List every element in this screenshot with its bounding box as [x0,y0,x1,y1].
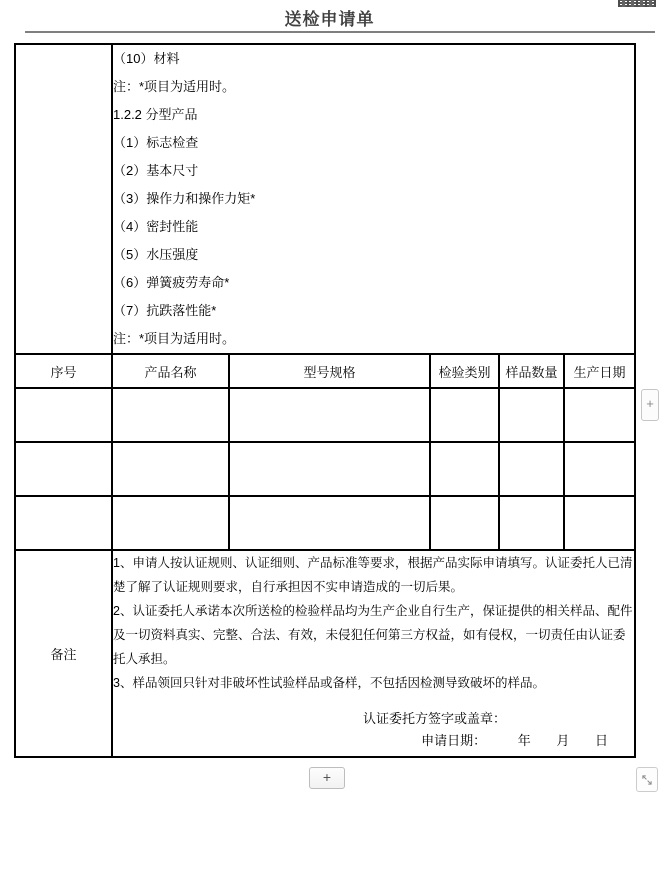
table-cell[interactable] [229,442,430,496]
checklist-line: （1）标志检查 [113,135,199,150]
checklist-line: （10）材料 [113,51,180,66]
add-column-side-button[interactable]: + [641,389,659,421]
table-cell[interactable] [229,496,430,550]
table-cell[interactable] [15,388,112,442]
month-label: 月 [556,733,570,748]
title-divider [25,31,655,33]
table-cell[interactable] [564,496,635,550]
remark-item: 3、样品领回只针对非破坏性试验样品或备样，不包括因检测导致破坏的样品。 [113,676,545,690]
expand-diagonal-icon [641,774,653,786]
column-header-serial: 序号 [15,354,112,388]
remark-content-cell [112,550,635,757]
checklist-note: 注：*项目为适用时。 [113,79,236,94]
column-header-model-spec: 型号规格 [229,354,430,388]
table-cell[interactable] [112,496,229,550]
checklist-line: （3）操作力和操作力矩* [113,191,256,206]
checklist-line: （6）弹簧疲劳寿命* [113,275,230,290]
checklist-line: （7）抗跌落性能* [113,303,217,318]
page-title: 送检申请单 [284,10,375,29]
remark-row [15,550,635,757]
checklist-content-cell [112,44,635,354]
application-form-table [14,43,636,758]
checklist-empty-cell [15,44,112,354]
table-cell[interactable] [15,442,112,496]
table-cell[interactable] [564,388,635,442]
remark-item: 1、申请人按认证规则、认证细则、产品标准等要求，根据产品实际申请填写。认证委托人已清楚了解了认证规则要求，自行承担因不实申请造成的一切后果。 [113,556,633,594]
table-cell[interactable] [430,442,499,496]
date-label: 申请日期： [421,733,487,748]
table-cell[interactable] [229,388,430,442]
table-cell[interactable] [430,388,499,442]
table-row [15,442,635,496]
checklist-note: 注：*项目为适用时。 [113,331,236,346]
table-header-row [15,354,635,388]
table-cell[interactable] [15,496,112,550]
checklist-line: （4）密封性能 [113,219,199,234]
checklist-row [15,44,635,354]
add-row-bottom-button[interactable]: + [309,767,345,789]
clipped-logo-fragment [618,0,656,7]
checklist-line: （2）基本尺寸 [113,163,199,178]
table-cell[interactable] [112,442,229,496]
column-header-inspection-type: 检验类别 [430,354,499,388]
column-header-sample-qty: 样品数量 [499,354,564,388]
table-cell[interactable] [430,496,499,550]
table-row [15,496,635,550]
table-cell[interactable] [564,442,635,496]
checklist-line: （5）水压强度 [113,247,199,262]
day-label: 日 [594,733,608,748]
table-cell[interactable] [499,442,564,496]
table-row [15,388,635,442]
remark-label: 备注 [15,550,112,757]
application-date-line [113,730,634,752]
table-cell[interactable] [112,388,229,442]
checklist-section-heading: 1.2.2 分型产品 [113,107,198,122]
remark-item: 2、认证委托人承诺本次所送检的检验样品均为生产企业自行生产，保证提供的相关样品、配件及一切资料真实、完整、合法、有效，未侵犯任何第三方权益，如有侵权，一切责任由认证委托人承担。 [113,604,633,666]
table-cell[interactable] [499,496,564,550]
year-label: 年 [517,733,531,748]
column-header-production-date: 生产日期 [564,354,635,388]
signature-line: 认证委托方签字或盖章： [362,711,506,726]
expand-button[interactable] [636,767,658,792]
table-cell[interactable] [499,388,564,442]
column-header-product-name: 产品名称 [112,354,229,388]
